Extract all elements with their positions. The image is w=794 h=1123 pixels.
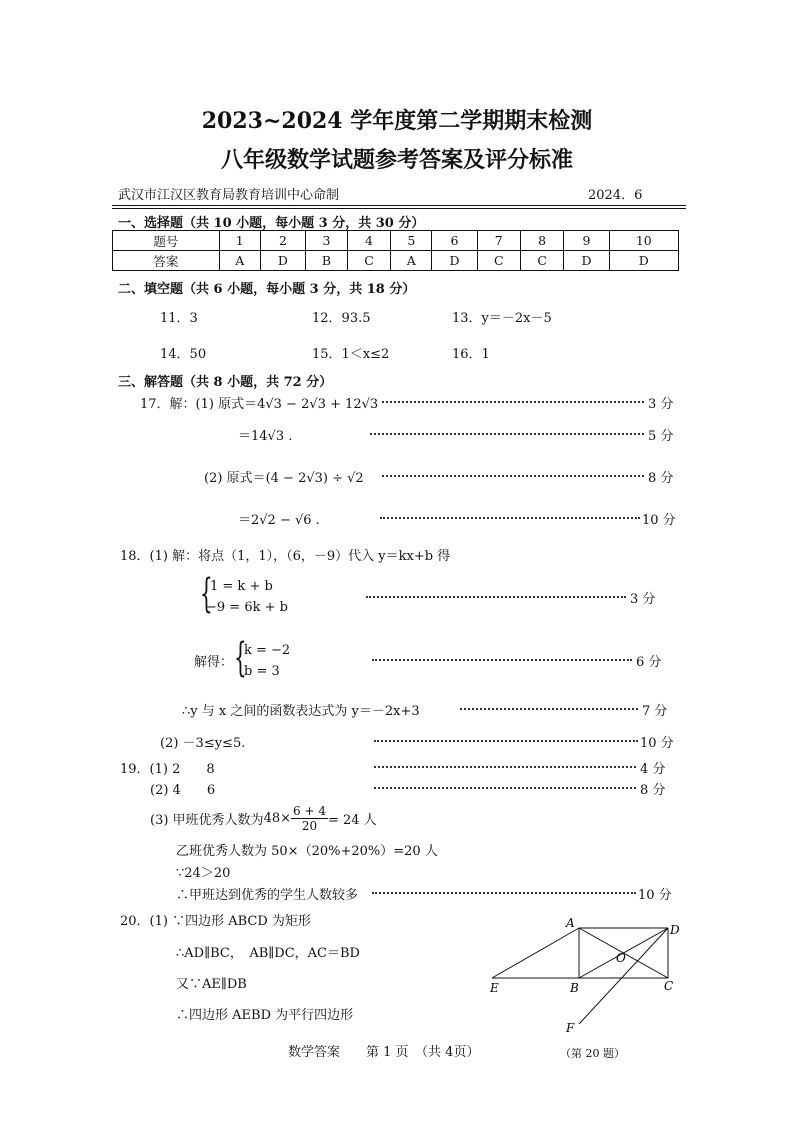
q19-p3-mult: 48× (263, 811, 291, 826)
page-footer: 数学答案 第 1 页 （共 4页） (288, 1045, 480, 1060)
segment-ae (492, 928, 579, 978)
q19-part3 (150, 804, 377, 833)
table-cell: C (520, 251, 563, 271)
q17-part2 (204, 467, 364, 486)
q18-line1: 18．(1) 解：将点（1，1），（6，－9）代入 y＝kx+b 得 (120, 549, 451, 564)
q20-line2: ∴AD∥BC， AB∥DC，AC＝BD (176, 946, 360, 961)
table-cell: 6 (432, 231, 477, 251)
title-line1: 2023~2024 学年度第二学期期末检测 (201, 108, 593, 134)
q20-line1: 20．(1) ∵四边形 ABCD 为矩形 (120, 914, 311, 929)
section2-heading: 二、填空题（共 6 小题，每小题 3 分，共 18 分） (118, 282, 416, 297)
score-dots (382, 475, 644, 477)
score-dots (374, 787, 636, 789)
table-cell: D (432, 251, 477, 271)
score-dots (372, 892, 636, 894)
table-cell: 10 (609, 231, 678, 251)
q18-sol1: k = −2 (244, 643, 291, 658)
q20-line4: ∴四边形 AEBD 为平行四边形 (176, 1008, 354, 1023)
table-label-question: 题号 (113, 231, 220, 251)
q17-score1: 3 分 (648, 397, 674, 412)
answer-table (112, 230, 679, 271)
table-cell: D (609, 251, 678, 271)
q17-p2-expr: (4 − 2√3) ÷ √2 (265, 471, 364, 486)
title-line2: 八年级数学试题参考答案及评分标准 (220, 147, 573, 173)
answer-q12: 12．93.5 (312, 311, 371, 326)
q18-score4: 10 分 (640, 736, 674, 751)
q18-score1: 3 分 (630, 592, 656, 607)
q17-prefix: 17．解：(1) 原式＝ (140, 397, 258, 412)
score-dots (374, 740, 638, 742)
score-dots (382, 401, 644, 403)
table-label-answer: 答案 (113, 251, 220, 271)
q17-score2: 5 分 (648, 429, 674, 444)
q19-line-d: ∴甲班达到优秀的学生人数较多 (176, 888, 359, 903)
q19-score1: 4 分 (640, 762, 666, 777)
table-cell: B (306, 251, 348, 271)
score-dots (460, 708, 638, 710)
table-cell: C (477, 251, 520, 271)
q20-line3: 又∵AE∥DB (176, 977, 247, 992)
table-cell: 1 (219, 231, 260, 251)
brace-icon: { (200, 571, 213, 617)
table-cell: 7 (477, 231, 520, 251)
date: 2024．6 (588, 188, 643, 203)
table-cell: 5 (391, 231, 432, 251)
q18-score2: 6 分 (636, 655, 662, 670)
score-dots (372, 659, 632, 661)
q19-score2: 8 分 (640, 783, 666, 798)
q17-p2-prefix: (2) 原式＝ (204, 471, 266, 486)
q19-line-c: ∵24＞20 (176, 866, 231, 881)
answer-q14: 14．50 (160, 347, 207, 362)
header-rule-top (112, 205, 686, 206)
table-cell: D (260, 251, 305, 271)
score-dots (370, 433, 644, 435)
table-cell: 3 (306, 231, 348, 251)
q17-p2-result: ＝2√2 − √6 . (238, 513, 320, 528)
q18-eq2: −9 = 6k + b (206, 600, 288, 615)
label-d: D (670, 923, 680, 937)
q18-conclusion: ∴y 与 x 之间的函数表达式为 y＝－2x+3 (182, 704, 420, 719)
q18-sol2: b = 3 (244, 664, 280, 679)
table-cell: 2 (260, 231, 305, 251)
section1-heading: 一、选择题（共 10 小题，每小题 3 分，共 30 分） (118, 216, 425, 231)
q19-score3: 10 分 (638, 888, 672, 903)
q19-p3-prefix: (3) 甲班优秀人数为 (150, 813, 264, 828)
q18-eq1: 1 = k + b (210, 579, 273, 594)
table-cell: 9 (564, 231, 609, 251)
answer-q11: 11．3 (160, 311, 198, 326)
q18-solve-label: 解得： (194, 655, 234, 670)
answer-q15: 15．1＜x≤2 (312, 347, 390, 362)
answer-q16: 16．1 (452, 347, 490, 362)
section3-heading: 三、解答题（共 8 小题，共 72 分） (118, 375, 333, 390)
q19-frac-den: 20 (301, 819, 318, 833)
table-cell: A (219, 251, 260, 271)
answer-q13: 13．y＝－2x－5 (452, 311, 552, 326)
q19-p3-result: = 24 人 (327, 813, 377, 828)
q19-part1: 19．(1) 2 8 (120, 762, 215, 777)
table-row (113, 251, 679, 271)
label-b: B (570, 981, 579, 995)
q18-score3: 7 分 (642, 704, 668, 719)
brace-icon: { (234, 635, 247, 681)
q19-frac-num: 6 + 4 (293, 804, 326, 818)
label-o: O (616, 951, 626, 965)
table-cell: D (564, 251, 609, 271)
table-cell: 4 (347, 231, 390, 251)
q17-line2: ＝14√3 . (238, 429, 293, 444)
label-f: F (566, 1021, 575, 1035)
q17-score4: 10 分 (642, 513, 676, 528)
table-cell: A (391, 251, 432, 271)
q17-score3: 8 分 (648, 471, 674, 486)
q17-expr1: 4√3 − 2√3 + 12√3 (257, 397, 379, 412)
table-cell: 8 (520, 231, 563, 251)
header-rule-bottom (112, 208, 686, 209)
q19-fraction (291, 804, 328, 833)
table-cell: C (347, 251, 390, 271)
segment-df (579, 928, 668, 1024)
score-dots (366, 596, 626, 598)
score-dots (380, 517, 640, 519)
table-row (113, 231, 679, 251)
q19-part2: (2) 4 6 (150, 783, 216, 798)
q19-line-b: 乙班优秀人数为 50×（20%+20%）=20 人 (176, 844, 438, 859)
q18-part2: (2) －3≤y≤5. (160, 736, 246, 751)
label-a: A (566, 916, 575, 930)
q17-line1 (140, 393, 378, 412)
score-dots (374, 766, 636, 768)
issuer: 武汉市江汉区教育局教育培训中心命制 (118, 188, 340, 203)
label-e: E (490, 981, 499, 995)
geometry-figure (480, 912, 690, 1042)
label-c: C (664, 979, 674, 993)
figure-caption: （第 20 题） (560, 1047, 625, 1060)
